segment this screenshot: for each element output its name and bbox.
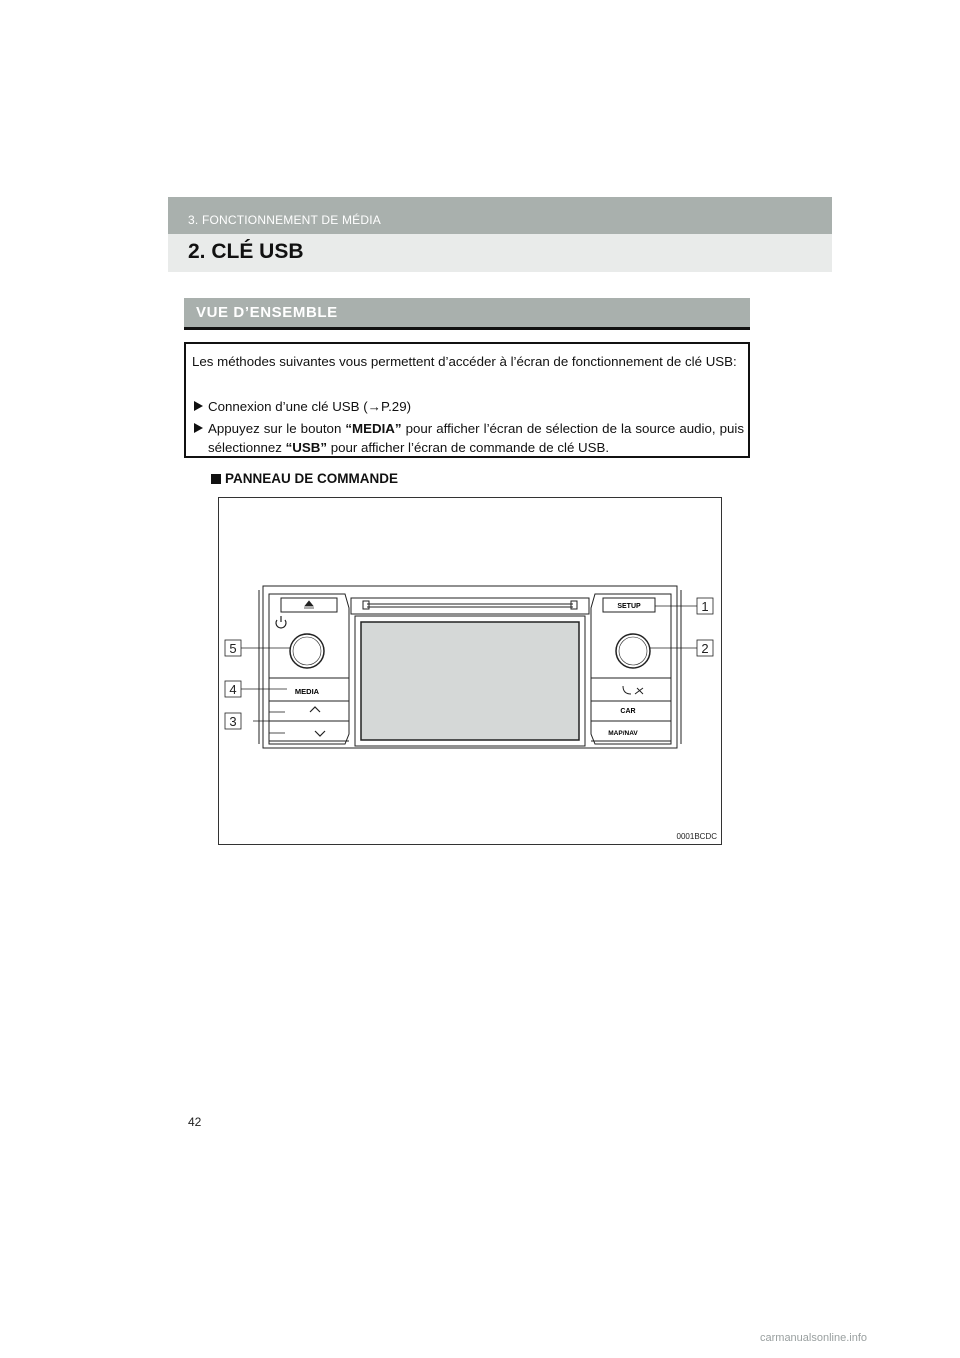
cd-slot-frame (351, 598, 589, 614)
control-panel-illustration (219, 498, 721, 844)
tune-scroll-knob (616, 634, 650, 668)
section-label: 3. FONCTIONNEMENT DE MÉDIA (188, 213, 381, 227)
display-screen (361, 622, 579, 740)
bullet-media-button (192, 419, 744, 457)
bullet1-text: Connexion d’une clé USB ( (208, 399, 368, 414)
chapter-title-bar (168, 234, 832, 272)
overview-box (184, 342, 750, 458)
overview-heading-bar (184, 298, 750, 330)
setup-label[interactable]: SETUP (617, 603, 641, 610)
square-bullet-icon (211, 474, 221, 484)
bullet2-text-b: pour afficher l’écran de sélection de la source audio, puis sélectionnez (208, 421, 744, 455)
chevron-up-icon (310, 707, 320, 712)
bullet-usb-connection (192, 397, 744, 416)
media-term: “MEDIA” (345, 421, 402, 436)
control-panel-figure (218, 497, 722, 845)
page-number: 42 (188, 1115, 202, 1129)
callout-4: 4 (229, 682, 237, 697)
bullet2-text-c: pour afficher l’écran de commande de clé USB. (327, 440, 610, 455)
callout-5: 5 (229, 641, 237, 656)
page-reference-link[interactable]: P.29) (380, 399, 412, 414)
arrow-icon: → (367, 399, 381, 414)
section-header-bar (168, 197, 832, 234)
map-nav-button[interactable]: MAP/NAV (608, 730, 638, 737)
figure-code: 0001BCDC (676, 832, 717, 841)
media-button[interactable]: MEDIA (294, 687, 320, 696)
chevron-down-icon (315, 731, 325, 736)
callout-3: 3 (229, 714, 237, 729)
page-title: 2. CLÉ USB (188, 240, 304, 263)
panel-heading-text: PANNEAU DE COMMANDE (225, 471, 399, 486)
car-button[interactable]: CAR (620, 708, 636, 715)
watermark: carmanualsonline.info (760, 1332, 868, 1344)
power-volume-knob (290, 634, 324, 668)
overview-intro: Les méthodes suivantes vous permettent d’accéder à l’écran de fonctionnement de clé USB: (192, 354, 737, 369)
panel-heading (211, 471, 398, 486)
usb-term: “USB” (285, 440, 327, 455)
power-icon (276, 616, 286, 628)
phone-icon (623, 686, 643, 694)
bullet-triangle-icon (194, 401, 203, 411)
overview-heading: VUE D’ENSEMBLE (196, 304, 338, 321)
callout-1: 1 (701, 599, 709, 614)
bullet-triangle-icon (194, 423, 203, 433)
bullet2-text-a: Appuyez sur le bouton (208, 421, 346, 436)
callout-2: 2 (701, 641, 709, 656)
